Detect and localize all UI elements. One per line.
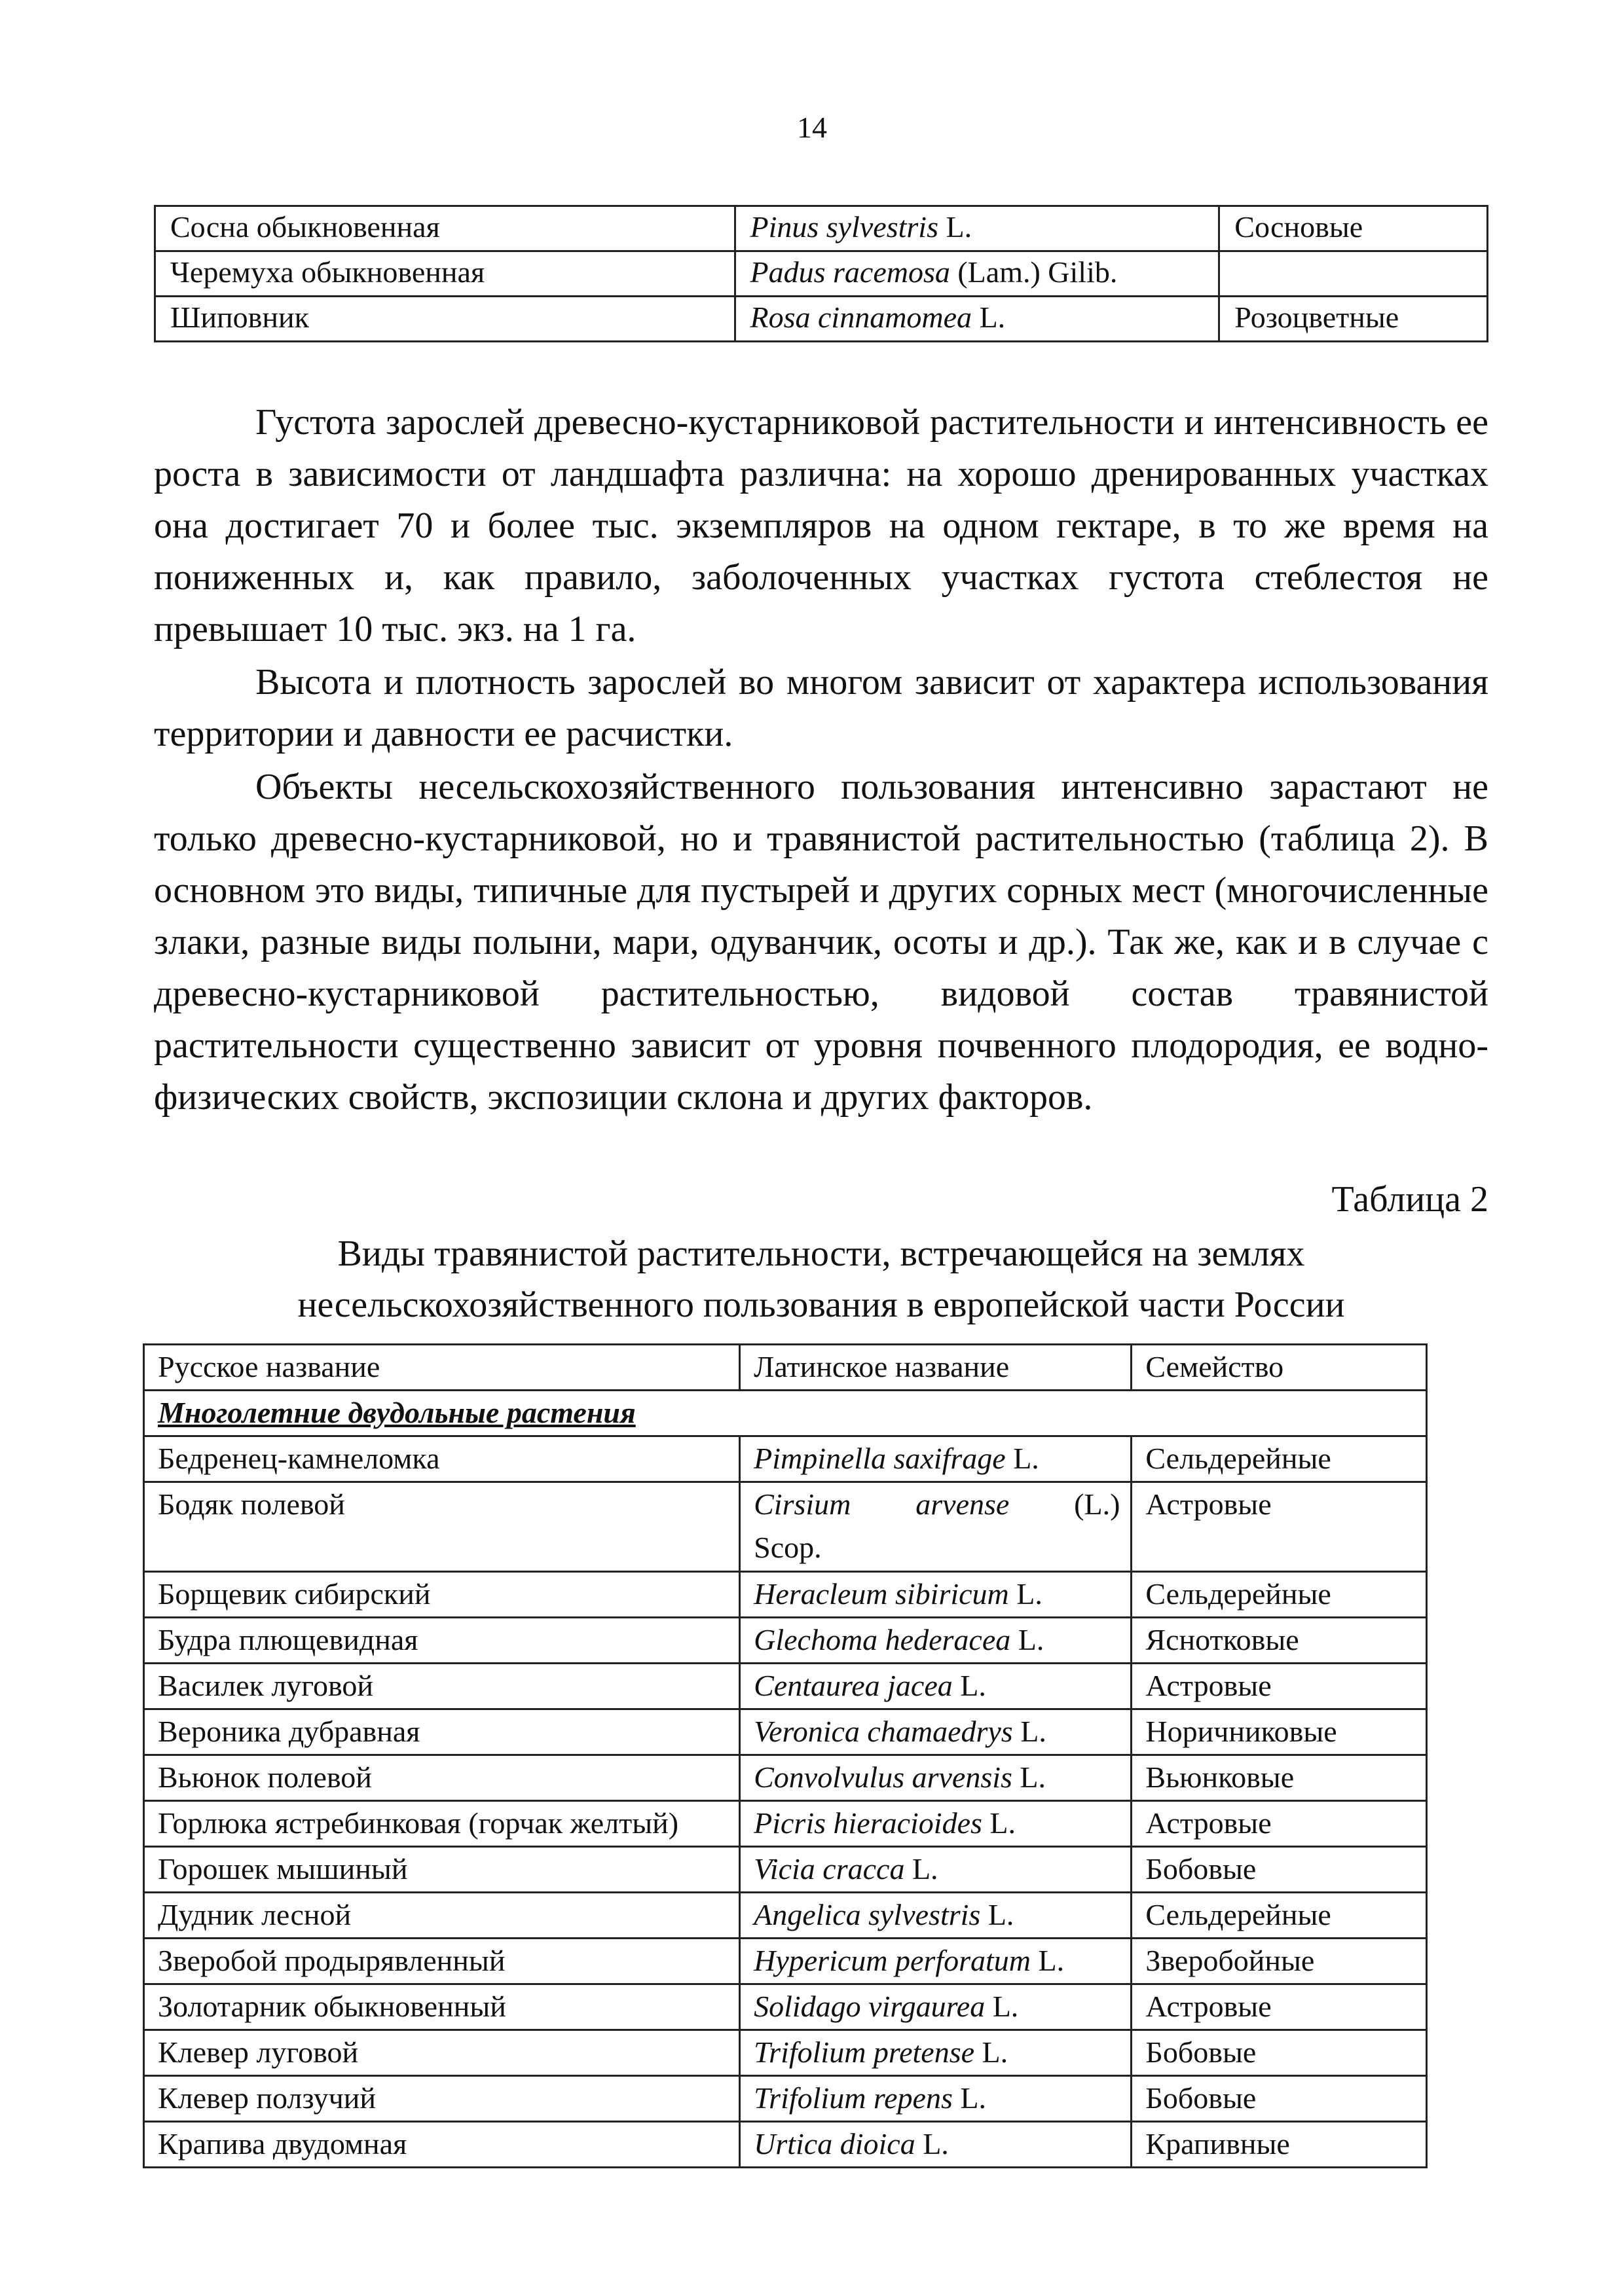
- latin-name-cell: [740, 1618, 1132, 1664]
- paragraph-text: Высота и плотность зарослей во многом зависит от характера использования территории и давности ее расчистки.: [154, 662, 1488, 754]
- family-cell: Зверобойные: [1132, 1939, 1427, 1984]
- family-cell: Сельдерейные: [1132, 1572, 1427, 1618]
- author: L.: [915, 2127, 949, 2160]
- author: L.: [1008, 1577, 1043, 1611]
- author: L.: [982, 1806, 1016, 1840]
- table-row: [144, 1436, 1427, 1482]
- table-label: Таблица 2: [1331, 1179, 1488, 1220]
- russian-name-cell: Василек луговой: [144, 1664, 740, 1709]
- paragraph-height: [154, 657, 1488, 760]
- family-cell: Астровые: [1132, 1482, 1427, 1572]
- latin-name-cell: [740, 1755, 1132, 1801]
- author: L.: [985, 1990, 1019, 2023]
- family-cell: Бобовые: [1132, 2076, 1427, 2122]
- family-cell: Бобовые: [1132, 2030, 1427, 2076]
- latin-name-cell: [735, 206, 1219, 251]
- family-cell: [1219, 251, 1488, 297]
- latin-name-line: [754, 1483, 1120, 1526]
- table-row: [144, 2030, 1427, 2076]
- header-row: [144, 1345, 1427, 1391]
- group-heading: Многолетние двудольные растения: [144, 1391, 1427, 1436]
- tree-species-table-continued: [154, 205, 1488, 342]
- table-row: [144, 1939, 1427, 1984]
- russian-name-cell: Зверобой продырявленный: [144, 1939, 740, 1984]
- author-continued: Scop.: [754, 1531, 822, 1564]
- family-cell: Норичниковые: [1132, 1709, 1427, 1755]
- latin-name-cell: [740, 1801, 1132, 1847]
- table-row: [144, 1893, 1427, 1939]
- latin-name: Centaurea jacea: [754, 1669, 953, 1702]
- table-row: [144, 1801, 1427, 1847]
- author: L.: [904, 1852, 938, 1886]
- latin-name: Pinus sylvestris: [750, 210, 938, 244]
- header-russian-name: Русское название: [144, 1345, 740, 1391]
- family-cell: Астровые: [1132, 1984, 1427, 2030]
- family-cell: Яснотковые: [1132, 1618, 1427, 1664]
- family-cell: Астровые: [1132, 1664, 1427, 1709]
- family-cell: Сельдерейные: [1132, 1436, 1427, 1482]
- russian-name-cell: Бодяк полевой: [144, 1482, 740, 1572]
- latin-name-cell: [740, 1664, 1132, 1709]
- latin-name: Glechoma hederacea: [754, 1623, 1011, 1656]
- author: (Lam.) Gilib.: [950, 255, 1118, 289]
- author: L.: [1010, 1623, 1044, 1656]
- author: L.: [952, 1669, 986, 1702]
- family-cell: Сельдерейные: [1132, 1893, 1427, 1939]
- russian-name-cell: Сосна обыкновенная: [155, 206, 735, 251]
- author: L.: [1012, 1760, 1046, 1794]
- russian-name-cell: Будра плющевидная: [144, 1618, 740, 1664]
- table-row: [144, 2122, 1427, 2168]
- author: L.: [980, 1898, 1014, 1931]
- latin-name-cell: [740, 1709, 1132, 1755]
- latin-name-cell: [740, 1482, 1132, 1572]
- author: L.: [952, 2081, 986, 2115]
- russian-name-cell: Вьюнок полевой: [144, 1755, 740, 1801]
- latin-name-cell: [740, 1847, 1132, 1893]
- header-family: Семейство: [1132, 1345, 1427, 1391]
- table-row: [155, 297, 1488, 342]
- herbaceous-species-table: [143, 1343, 1428, 2168]
- latin-name: Angelica sylvestris: [754, 1898, 981, 1931]
- author: L.: [1005, 1442, 1039, 1475]
- latin-name: Trifolium repens: [754, 2081, 953, 2115]
- family-cell: Вьюнковые: [1132, 1755, 1427, 1801]
- russian-name-cell: Борщевик сибирский: [144, 1572, 740, 1618]
- russian-name-cell: Клевер ползучий: [144, 2076, 740, 2122]
- latin-name: Vicia cracca: [754, 1852, 905, 1886]
- paragraph-text: Объекты несельскохозяйственного пользования интенсивно зарастают не только древесно-кустарниковой, но и травянистой растительностью (таблица 2). В основном это виды, типичные для пустырей и других сорных мест (многочисленные злаки, разные виды полыни, мари, одуванчик, осоты и др.). Так же, как и в случае с древесно-кустарниковой растительностью, видовой состав травянистой растительности существенно зависит от уровня почвенного плодородия, ее водно-физических свойств, экспозиции склона и других факторов.: [154, 767, 1488, 1118]
- table-row: [155, 206, 1488, 251]
- latin-name-cell: [740, 2030, 1132, 2076]
- table-row: [144, 1664, 1427, 1709]
- latin-name-cell: [735, 251, 1219, 297]
- latin-name: Hypericum perforatum: [754, 1944, 1031, 1977]
- latin-name: Solidago virgaurea: [754, 1990, 986, 2023]
- paragraph-herbaceous: [154, 761, 1488, 1123]
- table-row: [155, 251, 1488, 297]
- russian-name-cell: Бедренец-камнеломка: [144, 1436, 740, 1482]
- table-row: [144, 2076, 1427, 2122]
- author: L.: [1012, 1715, 1046, 1748]
- russian-name-cell: Черемуха обыкновенная: [155, 251, 735, 297]
- russian-name-cell: Клевер луговой: [144, 2030, 740, 2076]
- table-row: [144, 1618, 1427, 1664]
- latin-name-cell: [740, 1572, 1132, 1618]
- page-number: 14: [797, 111, 827, 144]
- caption-line: Виды травянистой растительности, встречающейся на землях: [337, 1233, 1305, 1274]
- latin-name: Picris hieracioides: [754, 1806, 982, 1840]
- author: L.: [938, 210, 972, 244]
- latin-name: Trifolium pretense: [754, 2035, 975, 2069]
- latin-name-cell: [740, 2122, 1132, 2168]
- table-row: [144, 1755, 1427, 1801]
- author: L.: [972, 301, 1006, 334]
- author: L.: [974, 2035, 1008, 2069]
- table-caption: [154, 1228, 1488, 1330]
- latin-name: Veronica chamaedrys: [754, 1715, 1013, 1748]
- latin-name: Cirsium arvense: [754, 1487, 1010, 1521]
- header-latin-name: Латинское название: [740, 1345, 1132, 1391]
- latin-name-cell: [740, 1893, 1132, 1939]
- table-row: [144, 1482, 1427, 1572]
- latin-name: Convolvulus arvensis: [754, 1760, 1012, 1794]
- latin-name: Rosa cinnamomea: [750, 301, 972, 334]
- table-row: [144, 1984, 1427, 2030]
- table-row: [144, 1572, 1427, 1618]
- latin-name-cell: [740, 1984, 1132, 2030]
- latin-name: Urtica dioica: [754, 2127, 915, 2160]
- latin-name: Heracleum sibiricum: [754, 1577, 1009, 1611]
- russian-name-cell: Горошек мышиный: [144, 1847, 740, 1893]
- latin-name-cell: [740, 1436, 1132, 1482]
- paragraph-density: [154, 397, 1488, 655]
- latin-name-cell: [740, 2076, 1132, 2122]
- latin-name-cell: [740, 1939, 1132, 1984]
- russian-name-cell: Дудник лесной: [144, 1893, 740, 1939]
- russian-name-cell: Шиповник: [155, 297, 735, 342]
- russian-name-cell: Золотарник обыкновенный: [144, 1984, 740, 2030]
- russian-name-cell: Вероника дубравная: [144, 1709, 740, 1755]
- group-row: [144, 1391, 1427, 1436]
- table-row: [144, 1847, 1427, 1893]
- author: L.: [1031, 1944, 1065, 1977]
- family-cell: Бобовые: [1132, 1847, 1427, 1893]
- family-cell: Крапивные: [1132, 2122, 1427, 2168]
- family-cell: Астровые: [1132, 1801, 1427, 1847]
- paragraph-text: Густота зарослей древесно-кустарниковой растительности и интенсивность ее роста в зависимости от ландшафта различна: на хорошо дренированных участках она достигает 70 и более тыс. экземпляров на одном гектаре, в то же время на пониженных и, как правило, заболоченных участках густота стеблестоя не превышает 10 тыс. экз. на 1 га.: [154, 402, 1488, 649]
- family-cell: Розоцветные: [1219, 297, 1488, 342]
- latin-name: Pimpinella saxifrage: [754, 1442, 1006, 1475]
- latin-name-cell: [735, 297, 1219, 342]
- latin-name: Padus racemosa: [750, 255, 950, 289]
- caption-line: несельскохозяйственного пользования в европейской части России: [297, 1285, 1345, 1325]
- russian-name-cell: Крапива двудомная: [144, 2122, 740, 2168]
- table-row: [144, 1709, 1427, 1755]
- russian-name-cell: Горлюка ястребинковая (горчак желтый): [144, 1801, 740, 1847]
- author: (L.): [1009, 1487, 1120, 1521]
- family-cell: Сосновые: [1219, 206, 1488, 251]
